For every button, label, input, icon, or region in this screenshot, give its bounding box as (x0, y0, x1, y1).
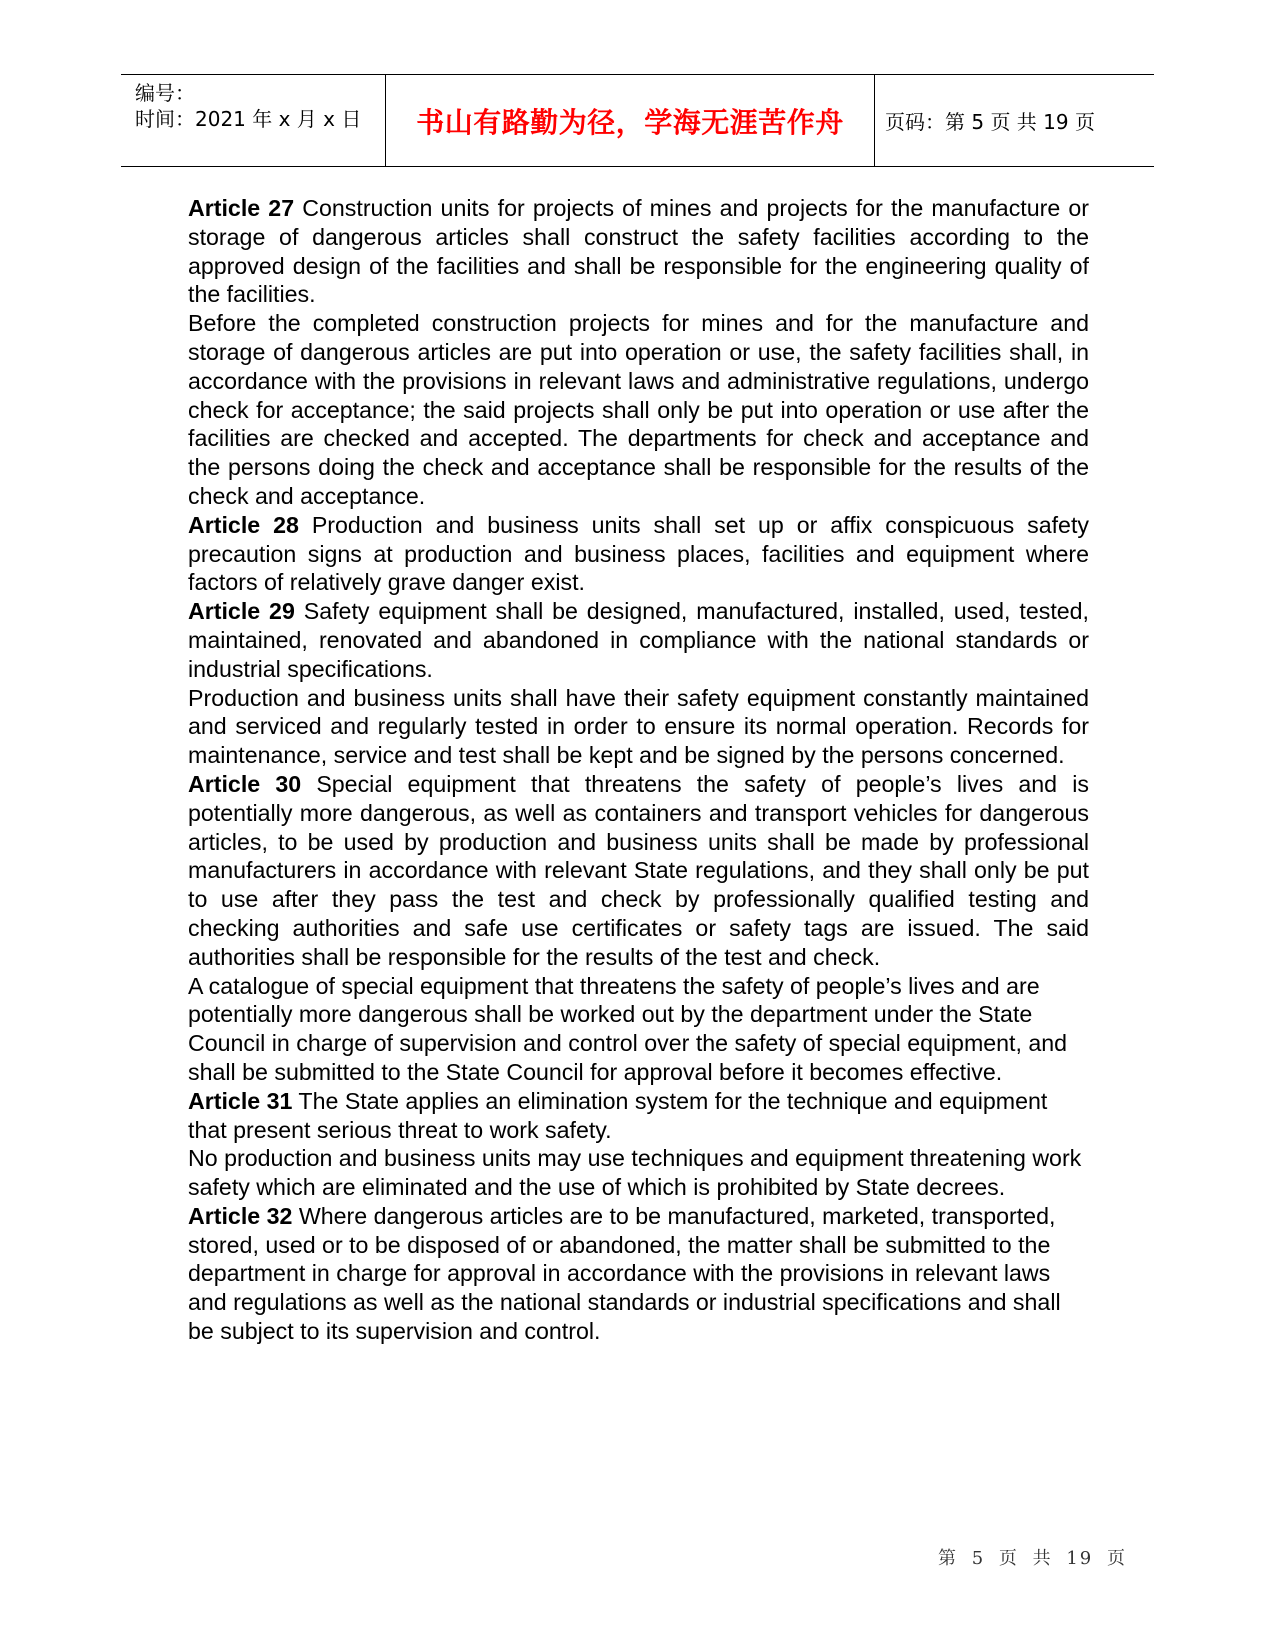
article-29-continuation (188, 684, 1089, 770)
article-text: A catalogue of special equipment that threatens the safety of people’s lives and are potentially more dangerous shall be worked out by the department under the State Council in charge of supervision and control over the safety of special equipment, and shall be submitted to the State Council for approval before it becomes effective. (188, 972, 1068, 1085)
article-text: Production and business units shall have their safety equipment constantly maintained and serviced and regularly tested in order to ensure its normal operation. Records for maintenance, service and test shall be kept and be signed by the persons concerned. (188, 684, 1089, 769)
article-text: Safety equipment shall be designed, manufactured, installed, used, tested, maintained, renovated and abandoned in compliance with the national standards or industrial specifications. (188, 598, 1089, 682)
article-heading: Article 31 (188, 1087, 293, 1114)
article-heading: Article 30 (188, 770, 302, 797)
header-left-cell (121, 75, 385, 166)
article-text: Where dangerous articles are to be manufactured, marketed, transported, stored, used or to be disposed of or abandoned, the matter shall be submitted to the department in charge for approval in accordance with the provisions in relevant laws and regulations as well as the national standards or industrial specifications and shall be subject to its supervision and control. (188, 1202, 1061, 1345)
article-27-continuation (188, 309, 1089, 511)
page-header (121, 74, 1154, 167)
header-motto-cell (385, 75, 875, 166)
article-text: Special equipment that threatens the safety of people’s lives and is potentially more dangerous, as well as containers and transport vehicles for dangerous articles, to be used by production and business units shall be made by professional manufacturers in accordance with relevant State regulations, and they shall only be put to use after they pass the test and check by professionally qualified testing and checking authorities and safe use certificates or safety tags are issued. The said authorities shall be responsible for the results of the test and check. (188, 770, 1089, 970)
article-31-continuation (188, 1144, 1089, 1202)
document-body (188, 194, 1089, 1346)
article-text: The State applies an elimination system for the technique and equipment that present serious threat to work safety. (188, 1087, 1048, 1143)
article-29-paragraph (188, 597, 1089, 683)
article-text: Production and business units shall set up or affix conspicuous safety precaution signs at production and business places, facilities and equipment where factors of relatively grave danger exist. (188, 511, 1089, 596)
article-heading: Article 27 (188, 195, 295, 221)
article-31-paragraph (188, 1087, 1089, 1145)
header-motto: 书山有路勤为径，学海无涯苦作舟 (416, 105, 844, 139)
header-page-info: 页码：第 5 页 共 19 页 (885, 110, 1095, 134)
article-heading: Article 28 (188, 511, 299, 538)
header-page-cell (875, 75, 1154, 166)
article-28-paragraph (188, 511, 1089, 597)
article-text: No production and business units may use techniques and equipment threatening work safety which are eliminated and the use of which is prohibited by State decrees. (188, 1145, 1082, 1201)
article-27-paragraph (188, 194, 1089, 309)
article-heading: Article 29 (188, 598, 295, 625)
page-footer-number: 第 5 页 共 19 页 (938, 1548, 1127, 1569)
article-32-paragraph (188, 1202, 1089, 1346)
article-heading: Article 32 (188, 1202, 293, 1229)
article-text: Construction units for projects of mines and projects for the manufacture or storage of dangerous articles shall construct the safety facilities according to the approved design of the facilities and shall be responsible for the engineering quality of the facilities. (188, 195, 1090, 308)
article-30-continuation (188, 972, 1089, 1087)
article-text: Before the completed construction projects for mines and for the manufacture and storage of dangerous articles are put into operation or use, the safety facilities shall, in accordance with the provisions in relevant laws and administrative regulations, undergo check for acceptance; the said projects shall only be put into operation or use after the facilities are checked and accepted. The departments for check and acceptance and the persons doing the check and acceptance shall be responsible for the results of the check and acceptance. (188, 310, 1089, 509)
article-30-paragraph (188, 770, 1089, 972)
document-time-label: 时间：2021 年 x 月 x 日 (135, 107, 362, 131)
document-code-label: 编号： (135, 81, 195, 105)
